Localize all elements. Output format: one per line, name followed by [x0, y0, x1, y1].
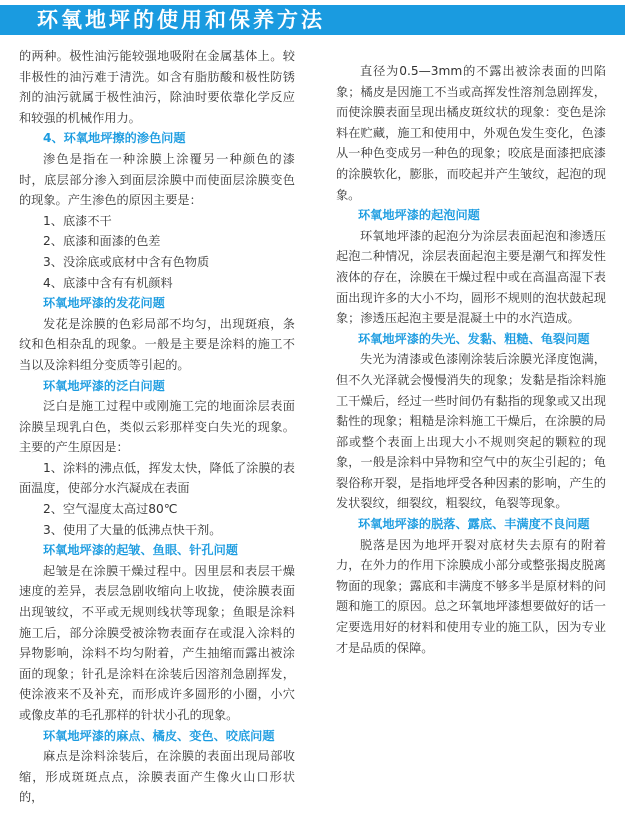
list-item: 3、没涂底或底材中含有色物质: [43, 254, 210, 269]
blush-paragraph: 泛白是施工过程中或刚施工完的地面涂层表面涂膜呈现乳白色，类似云彩那样变白失光的现象。主要的产生原因是：: [19, 399, 295, 455]
heading-seepage: 4、环氧地坪擦的渗色问题: [43, 131, 186, 146]
wrinkle-paragraph: 起皱是在涂膜干燥过程中。因里层和表层干燥速度的差异，表层急剧收缩向上收拢，使涂膜表面出现皱纹，不平或无规则线状等现象；鱼眼是涂料施工后，部分涂膜受被涂物表面存在或混入涂料的异物影响，涂料不均匀附着，产生抽缩而露出被涂面的现象；针孔是涂料在涂装后因溶剂急剧挥发，使涂液来不及补充，而形成许多圆形的小圈，小穴或像皮革的毛孔那样的针状小孔的现象。: [19, 563, 295, 722]
list-item: 1、底漆不干: [43, 213, 112, 228]
heading-peel: 环氧地坪漆的脱落、露底、丰满度不良问题: [358, 517, 590, 532]
heading-blush: 环氧地坪漆的泛白问题: [43, 378, 165, 393]
continuation-paragraph: 直径为0.5—3mm的不露出被涂表面的凹陷象；橘皮是因施工不当或高挥发性溶剂急剧挥发，而使涂膜表面呈现出橘皮斑纹状的现象：变色是涂料在贮藏，施工和使用中，外观色发生变化，色漆从一种色变成另一种色的现象；咬底是面漆把底漆的涂膜软化，膨胀，而咬起并产生皱纹，起泡的现象。: [336, 64, 606, 202]
gloss-paragraph: 失光为清漆或色漆刚涂装后涂膜光泽度饱满，但不久光泽就会慢慢消失的现象；发黏是指涂料施工干燥后，经过一些时间仍有黏指的现象或又出现黏性的现象；粗糙是涂料施工干燥后，在涂膜的局部或整个表面上出现大小不规则突起的颗粒的现象，一般是涂料中异物和空气中的灰尘引起的；龟裂俗称开裂，是指地坪受各种因素的影响，产生的发状裂纹，细裂纹，粗裂纹，龟裂等现象。: [336, 352, 606, 511]
heading-pock: 环氧地坪漆的麻点、橘皮、变色、咬底问题: [43, 728, 275, 743]
pock-paragraph: 麻点是涂料涂装后，在涂膜的表面出现局部收缩，形成斑斑点点，涂膜表面产生像火山口形状的，: [19, 749, 295, 805]
bloom-paragraph: 发花是涂膜的色彩局部不均匀，出现斑痕，条纹和色相杂乱的现象。一般是主要是涂料的施工不当以及涂料组分变质等引起的。: [19, 316, 295, 372]
heading-wrinkle: 环氧地坪漆的起皱、鱼眼、针孔问题: [43, 543, 238, 558]
seepage-paragraph: 渗色是指在一种涂膜上涂覆另一种颜色的漆时，底层部分渗入到面层涂膜中而使面层涂膜变色的现象。产生渗色的原因主要是：: [19, 151, 295, 208]
heading-bubble: 环氧地坪漆的起泡问题: [358, 208, 480, 223]
intro-paragraph: 的两种。极性油污能较强地吸附在金属基体上。较非极性的油污难于清洗。如含有脂肪酸和极性防锈剂的油污就属于极性油污，除油时要依靠化学反应和较强的机械作用力。: [19, 49, 295, 125]
list-item: 4、底漆中含有有机颜料: [43, 275, 173, 290]
list-item: 2、空气湿度太高过80℃: [43, 502, 178, 517]
right-column: [336, 61, 606, 658]
list-item: 2、底漆和面漆的色差: [43, 234, 161, 249]
left-column: [19, 46, 295, 808]
page-title: 环氧地坪的使用和保养方法: [37, 8, 325, 32]
list-item: 3、使用了大量的低沸点快干剂。: [43, 522, 222, 537]
list-item: 1、涂料的沸点低，挥发太快，降低了涂膜的表面温度，使部分水汽凝成在表面: [19, 460, 295, 496]
title-bar: [0, 5, 625, 35]
heading-bloom: 环氧地坪漆的发花问题: [43, 296, 165, 311]
bubble-paragraph: 环氧地坪漆的起泡分为涂层表面起泡和渗透压起泡二种情况，涂层表面起泡主要是潮气和挥发性液体的存在，涂膜在干燥过程中或在高温高湿下表面出现许多的大小不均，圆形不规则的泡状鼓起现象；渗透压起泡主要是混凝土中的水汽造成。: [336, 228, 606, 326]
peel-paragraph: 脱落是因为地坪开裂对底材失去原有的附着力，在外力的作用下涂膜成小部分或整张揭皮脱离物面的现象；露底和丰满度不够多半是原材料的问题和施工的原因。总之环氧地坪漆想要做好的话一定要选用好的材料和使用专业的施工队，因为专业才是品质的保障。: [336, 537, 606, 655]
heading-gloss: 环氧地坪漆的失光、发黏、粗糙、龟裂问题: [358, 331, 590, 346]
